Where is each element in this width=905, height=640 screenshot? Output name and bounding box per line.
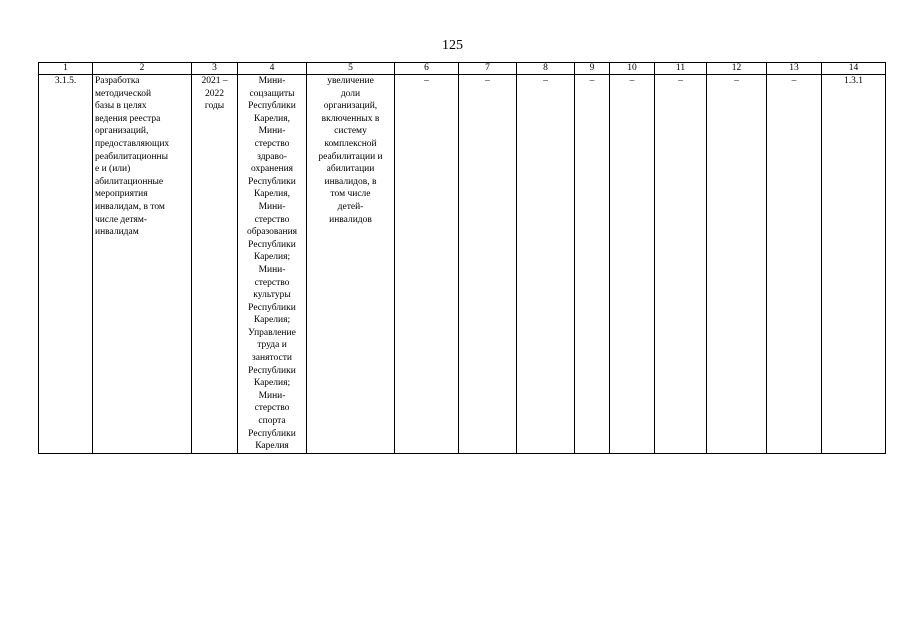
value-cell: – [707, 75, 767, 454]
expected-result-cell: увеличение доли организаций, включенных в систему комплексной реабилитации и абилитации инвалидов, в том числе детей- инвалидов [307, 75, 395, 454]
header-cell: 8 [517, 63, 575, 75]
header-cell: 4 [238, 63, 307, 75]
value-cell: – [610, 75, 655, 454]
responsible-executors-cell: Мини- соцзащиты Республики Карелия, Мини- стерство здраво- охранения Республики Карелия, Мини- стерство образования Республики Карелия; Мини- стерство культуры Республики Карелия; Управление труда и занятости Республики Карелия; Мини- стерство спорта Республики Карелия [238, 75, 307, 454]
header-cell: 7 [459, 63, 517, 75]
program-table [38, 62, 886, 454]
header-cell: 6 [395, 63, 459, 75]
table-row [39, 75, 886, 454]
header-cell: 12 [707, 63, 767, 75]
value-cell: – [655, 75, 707, 454]
period-cell: 2021 – 2022 годы [192, 75, 238, 454]
indicator-link-cell: 1.3.1 [822, 75, 886, 454]
value-cell: – [459, 75, 517, 454]
value-cell: – [575, 75, 610, 454]
header-cell: 13 [767, 63, 822, 75]
header-cell: 5 [307, 63, 395, 75]
header-row [39, 63, 886, 75]
header-cell: 14 [822, 63, 886, 75]
header-cell: 11 [655, 63, 707, 75]
header-cell: 9 [575, 63, 610, 75]
value-cell: – [517, 75, 575, 454]
header-cell: 2 [93, 63, 192, 75]
activity-name-cell: Разработка методической базы в целях ведения реестра организаций, предоставляющих реабилитационны е и (или) абилитационные мероприятия инвалидам, в том числе детям- инвалидам [93, 75, 192, 454]
value-cell: – [395, 75, 459, 454]
item-number-cell: 3.1.5. [39, 75, 93, 454]
header-cell: 10 [610, 63, 655, 75]
page-number: 125 [442, 38, 463, 53]
value-cell: – [767, 75, 822, 454]
header-cell: 3 [192, 63, 238, 75]
header-cell: 1 [39, 63, 93, 75]
